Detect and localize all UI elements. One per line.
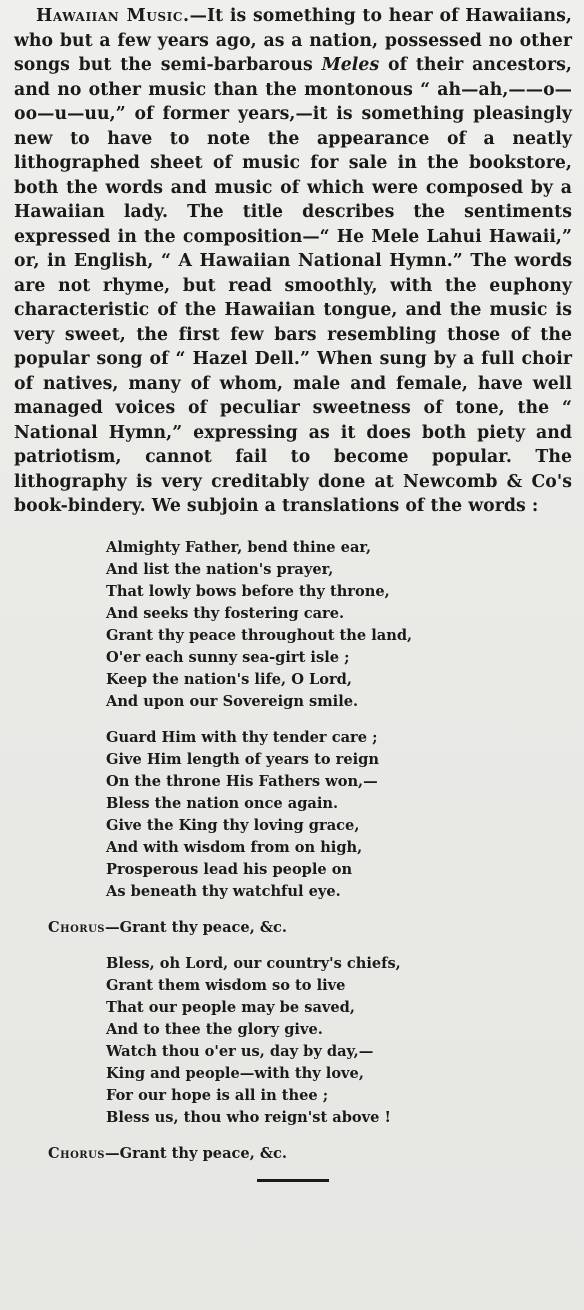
verse-line: Almighty Father, bend thine ear, <box>106 538 372 556</box>
hymn-translation <box>14 537 572 1165</box>
verse-line: Bless, oh Lord, our country's chiefs, <box>106 954 401 972</box>
chorus-2 <box>48 1143 572 1165</box>
verse-line: Bless the nation once again. <box>106 794 339 812</box>
verse-line: O'er each sunny sea-girt isle ; <box>106 648 350 666</box>
verse-line: Prosperous lead his people on <box>106 860 353 878</box>
stanza-2 <box>106 727 572 903</box>
chorus-label: Chorus <box>48 918 106 936</box>
chorus-text: —Grant thy peace, &c. <box>105 1144 287 1162</box>
verse-line: That our people may be saved, <box>106 998 355 1016</box>
chorus-label: Chorus <box>48 1144 106 1162</box>
verse-line: That lowly bows before thy throne, <box>106 582 390 600</box>
stanza-3 <box>106 953 572 1129</box>
verse-line: Watch thou o'er us, day by day,— <box>106 1042 374 1060</box>
verse-line: Keep the nation's life, O Lord, <box>106 670 352 688</box>
verse-line: For our hope is all in thee ; <box>106 1086 329 1104</box>
verse-line: And seeks thy fostering care. <box>106 604 345 622</box>
verse-line: And to thee the glory give. <box>106 1020 323 1038</box>
article-text-part-2: of their ancestors, and no other music than the montonous “ ah—ah,——o—oo—u—uu,” of former years,—it is something pleasingly new to have to note the appearance of a neatly lithographed sheet of music for sale in the bookstore, both the words and music of which were composed by a Hawaiian lady. The title describes the sentiments expressed in the composition—“ He Mele Lahui Hawaii,” or, in English, “ A Hawaiian National Hymn.” The words are not rhyme, but read smoothly, with the euphony characteristic of the Hawaiian tongue, and the music is very sweet, the first few bars resembling those of the popular song of “ Hazel Dell.” When sung by a full choir of natives, many of whom, male and female, have well managed voices of peculiar sweetness of tone, the “ National Hymn,” expressing as it does both piety and patriotism, cannot fail to become popular. The lithography is very creditably done at Newcomb & Co's book-bindery. We subjoin a translations of the words : <box>14 55 572 516</box>
verse-line: Bless us, thou who reign'st above ! <box>106 1108 391 1126</box>
verse-line: Give the King thy loving grace, <box>106 816 360 834</box>
chorus-1 <box>48 917 572 939</box>
end-rule <box>257 1179 329 1182</box>
verse-line: On the throne His Fathers won,— <box>106 772 378 790</box>
article <box>14 4 572 519</box>
verse-line: Grant them wisdom so to live <box>106 976 346 994</box>
article-text-part-1: —It is something to hear of Hawaiians, who but a few years ago, as a nation, possessed no other songs but the semi-barbarous <box>14 6 572 75</box>
verse-line: Give Him length of years to reign <box>106 750 379 768</box>
headline: Hawaiian Music. <box>36 6 190 26</box>
meles-word: Meles <box>321 55 380 75</box>
verse-line: King and people—with thy love, <box>106 1064 364 1082</box>
verse-line: As beneath thy watchful eye. <box>106 882 341 900</box>
article-paragraph <box>14 4 572 519</box>
verse-line: And upon our Sovereign smile. <box>106 692 359 710</box>
chorus-text: —Grant thy peace, &c. <box>105 918 287 936</box>
verse-line: Guard Him with thy tender care ; <box>106 728 378 746</box>
verse-line: And list the nation's prayer, <box>106 560 334 578</box>
verse-line: Grant thy peace throughout the land, <box>106 626 413 644</box>
stanza-1 <box>106 537 572 713</box>
verse-line: And with wisdom from on high, <box>106 838 363 856</box>
